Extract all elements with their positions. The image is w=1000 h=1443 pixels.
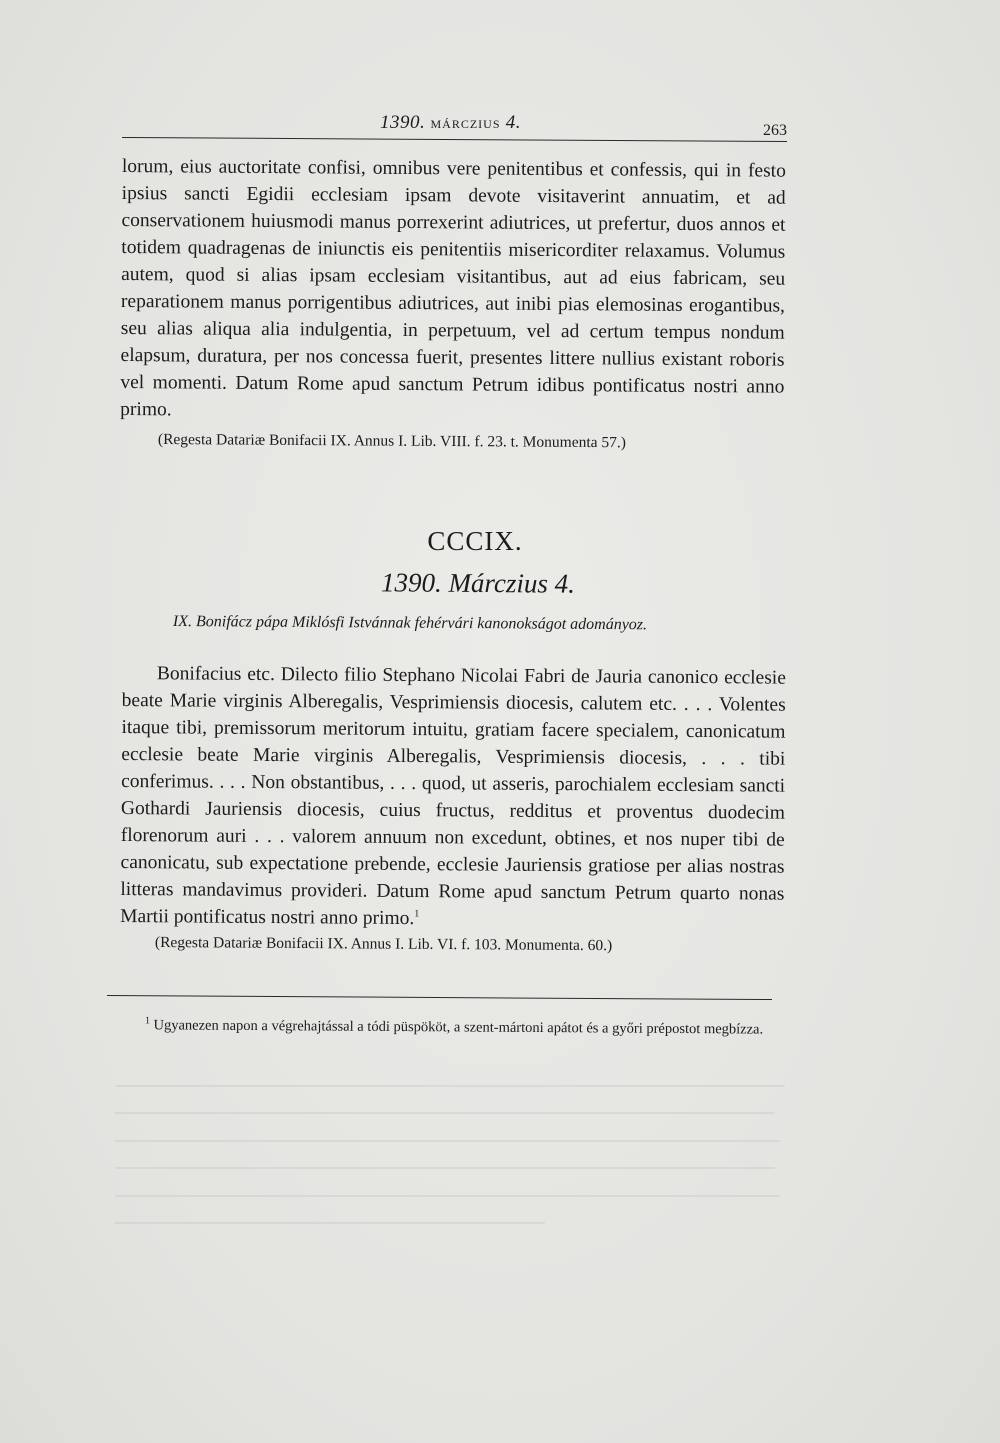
running-head	[122, 108, 787, 142]
footnote	[107, 1015, 784, 1040]
document-date-text: 1390. Márczius 4.	[380, 567, 575, 599]
document-body	[120, 660, 786, 935]
document-citation: (Regesta Datariæ Bonifacii IX. Annus I. Lib. VI. f. 103. Monumenta. 60.)	[154, 934, 613, 955]
page-number: 263	[763, 122, 787, 139]
header-day: 4.	[505, 112, 522, 133]
footnote-paragraph	[107, 1015, 784, 1040]
header-year: 1390.	[380, 112, 426, 133]
footnote-text: Ugyanezen napon a végrehajtással a tódi püspököt, a szent-mártoni apátot és a győri prépostot megbízza.	[153, 1017, 764, 1038]
continuation-text	[120, 153, 786, 428]
header-date	[380, 112, 521, 134]
document-body-paragraph	[120, 660, 786, 935]
document-date	[0, 568, 1000, 599]
document-number-text: CCCIX.	[427, 526, 523, 556]
continuation-citation: (Regesta Datariæ Bonifacii IX. Annus I. Lib. VIII. f. 23. t. Monumenta 57.)	[157, 430, 627, 452]
footnote-reference: 1	[414, 908, 420, 920]
header-month: MÁRCZIUS	[430, 117, 501, 131]
footnote-rule	[107, 995, 772, 1000]
footnote-marker: 1	[144, 1015, 150, 1027]
header-rule	[122, 137, 787, 142]
document-summary: IX. Bonifácz pápa Miklósfi Istvánnak fehérvári kanonokságot adományoz.	[172, 613, 648, 634]
document-body-text: Bonifacius etc. Dilecto filio Stephano Nicolai Fabri de Jauria canonico ecclesie beate Marie virginis Alberegalis, Vesprimiensis diocesis, calutem etc. . . . Volentes itaque tibi, premissorum meritorum intuitu, gratiam facere specialem, canonicatum ecclesie beate Marie virginis Alberegalis, Vesprimiensis diocesis, . . . tibi conferimus. . . . Non obstantibus, . . . quod, ut asseris, parochialem ecclesiam sancti Gothardi Jauriensis diocesis, cuius fructus, redditus et proventus duodecim florenorum auri . . . valorem annuum non excedunt, obtines, et nos nuper tibi de canonicatu, sub expectatione prebende, ecclesie Jauriensis gratiose per alias nostras litteras mandavimus provideri. Datum Rome apud sanctum Petrum quarto nonas Martii pontificatus nostri anno primo.	[120, 663, 786, 930]
continuation-paragraph: lorum, eius auctoritate confisi, omnibus vere penitentibus et confessis, qui in festo ipsius sancti Egidii ecclesiam ipsam devote visitaverint annuatim, et ad conservationem huiusmodi manus porrexerint adiutrices, ut prefertur, duos annos et totidem quadragenas de iniunctis eis penitentiis misericorditer relaxamus. Volumus autem, quod si alias ipsam ecclesiam visitantibus, aut ad eius fabricam, seu reparationem manus porrigentibus adiutrices, aut inibi pias elemosinas erogantibus, seu alias aliqua alia indulgentia, in perpetuum, vel ad certum tempus nondum elapsum, duratura, per nos concessa fuerit, presentes littere nullius existant roboris vel momenti. Datum Rome apud sanctum Petrum idibus pontificatus nostri anno primo.	[120, 155, 786, 421]
document-number	[0, 526, 1000, 557]
